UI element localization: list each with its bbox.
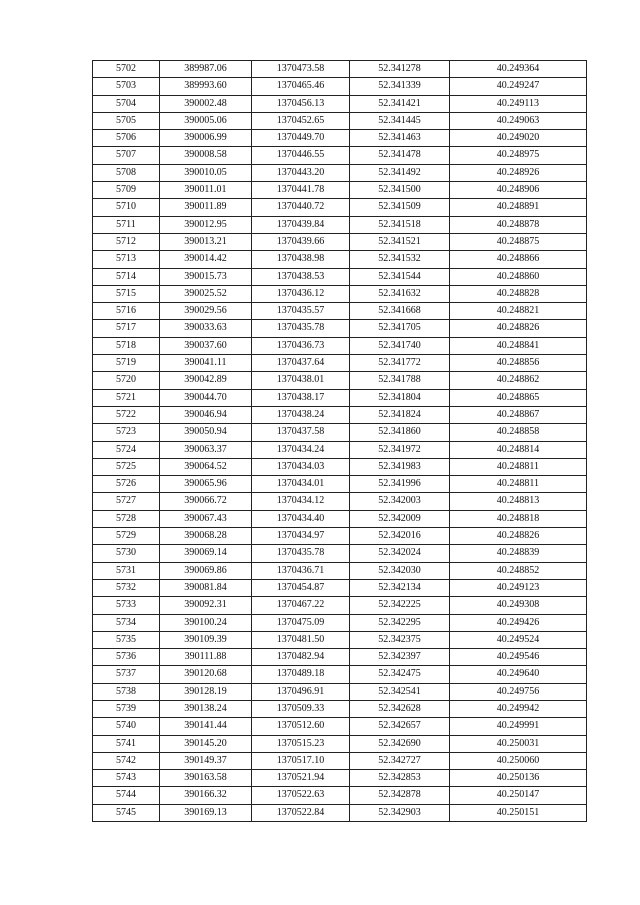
x-coordinate-cell: 390002.48	[160, 95, 252, 112]
longitude-cell: 40.248852	[450, 562, 587, 579]
latitude-cell: 52.342375	[350, 631, 450, 648]
table-row	[93, 476, 587, 493]
y-coordinate-cell: 1370435.57	[252, 303, 350, 320]
table-row	[93, 78, 587, 95]
y-coordinate-cell: 1370473.58	[252, 61, 350, 78]
y-coordinate-cell: 1370521.94	[252, 770, 350, 787]
table-row	[93, 285, 587, 302]
point-id-cell: 5720	[93, 372, 160, 389]
y-coordinate-cell: 1370515.23	[252, 735, 350, 752]
longitude-cell: 40.249991	[450, 718, 587, 735]
y-coordinate-cell: 1370434.01	[252, 476, 350, 493]
point-id-cell: 5723	[93, 424, 160, 441]
point-id-cell: 5729	[93, 528, 160, 545]
y-coordinate-cell: 1370438.53	[252, 268, 350, 285]
longitude-cell: 40.248826	[450, 528, 587, 545]
y-coordinate-cell: 1370439.84	[252, 216, 350, 233]
y-coordinate-cell: 1370465.46	[252, 78, 350, 95]
x-coordinate-cell: 390081.84	[160, 579, 252, 596]
x-coordinate-cell: 390005.06	[160, 112, 252, 129]
longitude-cell: 40.249756	[450, 683, 587, 700]
x-coordinate-cell: 390011.01	[160, 182, 252, 199]
y-coordinate-cell: 1370439.66	[252, 233, 350, 250]
x-coordinate-cell: 390066.72	[160, 493, 252, 510]
latitude-cell: 52.341668	[350, 303, 450, 320]
point-id-cell: 5733	[93, 597, 160, 614]
x-coordinate-cell: 390069.14	[160, 545, 252, 562]
point-id-cell: 5717	[93, 320, 160, 337]
point-id-cell: 5713	[93, 251, 160, 268]
x-coordinate-cell: 390169.13	[160, 804, 252, 821]
x-coordinate-cell: 390010.05	[160, 164, 252, 181]
x-coordinate-cell: 390044.70	[160, 389, 252, 406]
x-coordinate-cell: 390033.63	[160, 320, 252, 337]
table-row	[93, 579, 587, 596]
x-coordinate-cell: 390145.20	[160, 735, 252, 752]
point-id-cell: 5724	[93, 441, 160, 458]
latitude-cell: 52.342853	[350, 770, 450, 787]
table-row	[93, 95, 587, 112]
y-coordinate-cell: 1370438.98	[252, 251, 350, 268]
longitude-cell: 40.250151	[450, 804, 587, 821]
point-id-cell: 5730	[93, 545, 160, 562]
longitude-cell: 40.249524	[450, 631, 587, 648]
x-coordinate-cell: 390025.52	[160, 285, 252, 302]
longitude-cell: 40.250136	[450, 770, 587, 787]
x-coordinate-cell: 390011.89	[160, 199, 252, 216]
point-id-cell: 5732	[93, 579, 160, 596]
x-coordinate-cell: 390163.58	[160, 770, 252, 787]
point-id-cell: 5727	[93, 493, 160, 510]
point-id-cell: 5712	[93, 233, 160, 250]
table-row	[93, 233, 587, 250]
point-id-cell: 5735	[93, 631, 160, 648]
y-coordinate-cell: 1370522.84	[252, 804, 350, 821]
latitude-cell: 52.341996	[350, 476, 450, 493]
table-row	[93, 406, 587, 423]
y-coordinate-cell: 1370438.01	[252, 372, 350, 389]
table-row	[93, 528, 587, 545]
table-row	[93, 493, 587, 510]
longitude-cell: 40.250060	[450, 752, 587, 769]
table-row	[93, 458, 587, 475]
y-coordinate-cell: 1370517.10	[252, 752, 350, 769]
point-id-cell: 5714	[93, 268, 160, 285]
latitude-cell: 52.342009	[350, 510, 450, 527]
latitude-cell: 52.342690	[350, 735, 450, 752]
point-id-cell: 5738	[93, 683, 160, 700]
table-row	[93, 614, 587, 631]
table-row	[93, 61, 587, 78]
longitude-cell: 40.248811	[450, 476, 587, 493]
y-coordinate-cell: 1370475.09	[252, 614, 350, 631]
y-coordinate-cell: 1370489.18	[252, 666, 350, 683]
x-coordinate-cell: 390046.94	[160, 406, 252, 423]
longitude-cell: 40.248856	[450, 355, 587, 372]
point-id-cell: 5744	[93, 787, 160, 804]
latitude-cell: 52.341632	[350, 285, 450, 302]
longitude-cell: 40.250147	[450, 787, 587, 804]
latitude-cell: 52.341788	[350, 372, 450, 389]
longitude-cell: 40.248866	[450, 251, 587, 268]
latitude-cell: 52.342295	[350, 614, 450, 631]
longitude-cell: 40.248811	[450, 458, 587, 475]
longitude-cell: 40.249426	[450, 614, 587, 631]
point-id-cell: 5726	[93, 476, 160, 493]
longitude-cell: 40.248867	[450, 406, 587, 423]
latitude-cell: 52.341421	[350, 95, 450, 112]
longitude-cell: 40.248875	[450, 233, 587, 250]
longitude-cell: 40.248975	[450, 147, 587, 164]
latitude-cell: 52.341500	[350, 182, 450, 199]
latitude-cell: 52.341740	[350, 337, 450, 354]
table-row	[93, 441, 587, 458]
x-coordinate-cell: 390141.44	[160, 718, 252, 735]
point-id-cell: 5711	[93, 216, 160, 233]
point-id-cell: 5702	[93, 61, 160, 78]
latitude-cell: 52.342541	[350, 683, 450, 700]
x-coordinate-cell: 390149.37	[160, 752, 252, 769]
y-coordinate-cell: 1370496.91	[252, 683, 350, 700]
table-row	[93, 597, 587, 614]
x-coordinate-cell: 390042.89	[160, 372, 252, 389]
y-coordinate-cell: 1370456.13	[252, 95, 350, 112]
longitude-cell: 40.249942	[450, 700, 587, 717]
table-row	[93, 718, 587, 735]
y-coordinate-cell: 1370435.78	[252, 545, 350, 562]
latitude-cell: 52.341463	[350, 130, 450, 147]
latitude-cell: 52.341492	[350, 164, 450, 181]
longitude-cell: 40.248891	[450, 199, 587, 216]
x-coordinate-cell: 390120.68	[160, 666, 252, 683]
longitude-cell: 40.249020	[450, 130, 587, 147]
point-id-cell: 5718	[93, 337, 160, 354]
y-coordinate-cell: 1370446.55	[252, 147, 350, 164]
latitude-cell: 52.342657	[350, 718, 450, 735]
latitude-cell: 52.342003	[350, 493, 450, 510]
y-coordinate-cell: 1370437.58	[252, 424, 350, 441]
x-coordinate-cell: 390063.37	[160, 441, 252, 458]
latitude-cell: 52.342016	[350, 528, 450, 545]
point-id-cell: 5739	[93, 700, 160, 717]
longitude-cell: 40.248862	[450, 372, 587, 389]
x-coordinate-cell: 390068.28	[160, 528, 252, 545]
table-row	[93, 424, 587, 441]
point-id-cell: 5706	[93, 130, 160, 147]
point-id-cell: 5707	[93, 147, 160, 164]
y-coordinate-cell: 1370481.50	[252, 631, 350, 648]
table-row	[93, 735, 587, 752]
point-id-cell: 5704	[93, 95, 160, 112]
latitude-cell: 52.341518	[350, 216, 450, 233]
table-row	[93, 216, 587, 233]
point-id-cell: 5728	[93, 510, 160, 527]
longitude-cell: 40.248828	[450, 285, 587, 302]
table-row	[93, 182, 587, 199]
table-row	[93, 510, 587, 527]
latitude-cell: 52.341824	[350, 406, 450, 423]
latitude-cell: 52.342134	[350, 579, 450, 596]
longitude-cell: 40.248860	[450, 268, 587, 285]
table-row	[93, 752, 587, 769]
latitude-cell: 52.341804	[350, 389, 450, 406]
point-id-cell: 5745	[93, 804, 160, 821]
x-coordinate-cell: 390128.19	[160, 683, 252, 700]
latitude-cell: 52.341445	[350, 112, 450, 129]
y-coordinate-cell: 1370436.12	[252, 285, 350, 302]
latitude-cell: 52.342903	[350, 804, 450, 821]
table-row	[93, 164, 587, 181]
longitude-cell: 40.248826	[450, 320, 587, 337]
y-coordinate-cell: 1370449.70	[252, 130, 350, 147]
x-coordinate-cell: 390006.99	[160, 130, 252, 147]
longitude-cell: 40.249364	[450, 61, 587, 78]
y-coordinate-cell: 1370441.78	[252, 182, 350, 199]
point-id-cell: 5705	[93, 112, 160, 129]
y-coordinate-cell: 1370434.12	[252, 493, 350, 510]
longitude-cell: 40.248906	[450, 182, 587, 199]
longitude-cell: 40.249308	[450, 597, 587, 614]
latitude-cell: 52.341983	[350, 458, 450, 475]
point-id-cell: 5737	[93, 666, 160, 683]
x-coordinate-cell: 390064.52	[160, 458, 252, 475]
y-coordinate-cell: 1370434.03	[252, 458, 350, 475]
table-row	[93, 147, 587, 164]
longitude-cell: 40.248814	[450, 441, 587, 458]
table-row	[93, 372, 587, 389]
table-row	[93, 303, 587, 320]
point-id-cell: 5722	[93, 406, 160, 423]
point-id-cell: 5716	[93, 303, 160, 320]
table-row	[93, 683, 587, 700]
point-id-cell: 5719	[93, 355, 160, 372]
x-coordinate-cell: 390166.32	[160, 787, 252, 804]
point-id-cell: 5740	[93, 718, 160, 735]
table-row	[93, 700, 587, 717]
y-coordinate-cell: 1370454.87	[252, 579, 350, 596]
x-coordinate-cell: 390013.21	[160, 233, 252, 250]
y-coordinate-cell: 1370434.97	[252, 528, 350, 545]
latitude-cell: 52.341532	[350, 251, 450, 268]
longitude-cell: 40.248821	[450, 303, 587, 320]
y-coordinate-cell: 1370467.22	[252, 597, 350, 614]
x-coordinate-cell: 390138.24	[160, 700, 252, 717]
latitude-cell: 52.341339	[350, 78, 450, 95]
latitude-cell: 52.342727	[350, 752, 450, 769]
x-coordinate-cell: 390014.42	[160, 251, 252, 268]
point-id-cell: 5734	[93, 614, 160, 631]
y-coordinate-cell: 1370435.78	[252, 320, 350, 337]
point-id-cell: 5725	[93, 458, 160, 475]
x-coordinate-cell: 389993.60	[160, 78, 252, 95]
x-coordinate-cell: 390012.95	[160, 216, 252, 233]
y-coordinate-cell: 1370452.65	[252, 112, 350, 129]
point-id-cell: 5736	[93, 649, 160, 666]
point-id-cell: 5742	[93, 752, 160, 769]
longitude-cell: 40.249546	[450, 649, 587, 666]
table-row	[93, 770, 587, 787]
latitude-cell: 52.341278	[350, 61, 450, 78]
longitude-cell: 40.250031	[450, 735, 587, 752]
point-id-cell: 5710	[93, 199, 160, 216]
table-row	[93, 337, 587, 354]
table-row	[93, 804, 587, 821]
longitude-cell: 40.248858	[450, 424, 587, 441]
longitude-cell: 40.248813	[450, 493, 587, 510]
x-coordinate-cell: 390065.96	[160, 476, 252, 493]
table-row	[93, 545, 587, 562]
x-coordinate-cell: 390037.60	[160, 337, 252, 354]
longitude-cell: 40.249640	[450, 666, 587, 683]
longitude-cell: 40.249113	[450, 95, 587, 112]
point-id-cell: 5721	[93, 389, 160, 406]
y-coordinate-cell: 1370438.17	[252, 389, 350, 406]
latitude-cell: 52.342024	[350, 545, 450, 562]
table-row	[93, 199, 587, 216]
longitude-cell: 40.249063	[450, 112, 587, 129]
latitude-cell: 52.342397	[350, 649, 450, 666]
y-coordinate-cell: 1370434.40	[252, 510, 350, 527]
table-row	[93, 355, 587, 372]
x-coordinate-cell: 390029.56	[160, 303, 252, 320]
x-coordinate-cell: 390015.73	[160, 268, 252, 285]
latitude-cell: 52.342878	[350, 787, 450, 804]
longitude-cell: 40.248839	[450, 545, 587, 562]
x-coordinate-cell: 389987.06	[160, 61, 252, 78]
x-coordinate-cell: 390050.94	[160, 424, 252, 441]
y-coordinate-cell: 1370436.71	[252, 562, 350, 579]
table-row	[93, 268, 587, 285]
y-coordinate-cell: 1370440.72	[252, 199, 350, 216]
longitude-cell: 40.248841	[450, 337, 587, 354]
x-coordinate-cell: 390069.86	[160, 562, 252, 579]
y-coordinate-cell: 1370436.73	[252, 337, 350, 354]
table-row	[93, 320, 587, 337]
x-coordinate-cell: 390092.31	[160, 597, 252, 614]
y-coordinate-cell: 1370512.60	[252, 718, 350, 735]
longitude-cell: 40.248818	[450, 510, 587, 527]
latitude-cell: 52.341478	[350, 147, 450, 164]
latitude-cell: 52.341544	[350, 268, 450, 285]
y-coordinate-cell: 1370482.94	[252, 649, 350, 666]
table-row	[93, 130, 587, 147]
y-coordinate-cell: 1370443.20	[252, 164, 350, 181]
latitude-cell: 52.342225	[350, 597, 450, 614]
latitude-cell: 52.342628	[350, 700, 450, 717]
table-row	[93, 787, 587, 804]
latitude-cell: 52.341772	[350, 355, 450, 372]
table-row	[93, 666, 587, 683]
x-coordinate-cell: 390041.11	[160, 355, 252, 372]
x-coordinate-cell: 390100.24	[160, 614, 252, 631]
point-id-cell: 5715	[93, 285, 160, 302]
latitude-cell: 52.341521	[350, 233, 450, 250]
latitude-cell: 52.341509	[350, 199, 450, 216]
latitude-cell: 52.342030	[350, 562, 450, 579]
latitude-cell: 52.341972	[350, 441, 450, 458]
point-id-cell: 5743	[93, 770, 160, 787]
longitude-cell: 40.248878	[450, 216, 587, 233]
x-coordinate-cell: 390111.88	[160, 649, 252, 666]
table-row	[93, 562, 587, 579]
y-coordinate-cell: 1370509.33	[252, 700, 350, 717]
table-row	[93, 649, 587, 666]
y-coordinate-cell: 1370438.24	[252, 406, 350, 423]
x-coordinate-cell: 390008.58	[160, 147, 252, 164]
coordinates-table	[92, 60, 587, 822]
latitude-cell: 52.342475	[350, 666, 450, 683]
longitude-cell: 40.249123	[450, 579, 587, 596]
table-row	[93, 251, 587, 268]
point-id-cell: 5703	[93, 78, 160, 95]
longitude-cell: 40.248865	[450, 389, 587, 406]
y-coordinate-cell: 1370437.64	[252, 355, 350, 372]
coordinates-table-body	[93, 61, 587, 822]
longitude-cell: 40.248926	[450, 164, 587, 181]
x-coordinate-cell: 390109.39	[160, 631, 252, 648]
longitude-cell: 40.249247	[450, 78, 587, 95]
table-row	[93, 631, 587, 648]
y-coordinate-cell: 1370522.63	[252, 787, 350, 804]
point-id-cell: 5708	[93, 164, 160, 181]
table-row	[93, 112, 587, 129]
x-coordinate-cell: 390067.43	[160, 510, 252, 527]
point-id-cell: 5709	[93, 182, 160, 199]
latitude-cell: 52.341860	[350, 424, 450, 441]
y-coordinate-cell: 1370434.24	[252, 441, 350, 458]
table-row	[93, 389, 587, 406]
point-id-cell: 5741	[93, 735, 160, 752]
latitude-cell: 52.341705	[350, 320, 450, 337]
point-id-cell: 5731	[93, 562, 160, 579]
